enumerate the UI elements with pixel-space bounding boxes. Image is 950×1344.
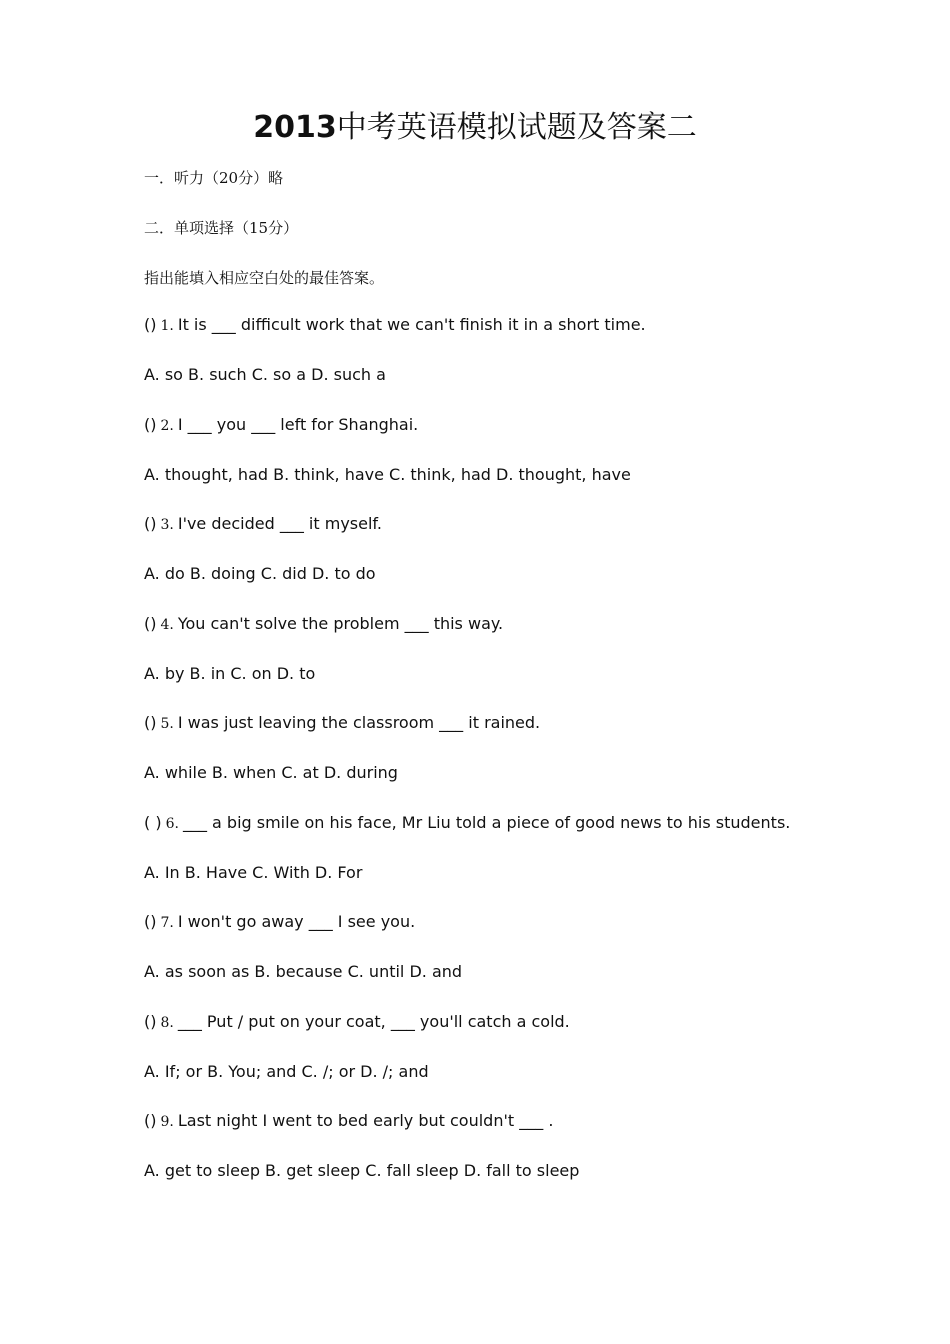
question-number: 5.: [160, 716, 174, 732]
question-stem-line: [144, 613, 503, 636]
question-stem: I was just leaving the classroom ___ it rained.: [177, 713, 541, 732]
answer-bracket: (): [144, 1012, 157, 1031]
question-stem: Last night I went to bed early but couldn't ___ .: [177, 1111, 554, 1130]
page-title: [0, 108, 950, 148]
question-stem: It is ___ difficult work that we can't finish it in a short time.: [177, 315, 646, 334]
instruction-text: 指出能填入相应空白处的最佳答案。: [144, 269, 385, 287]
question-options: A. by B. in C. on D. to: [144, 664, 316, 683]
answer-bracket: ( ): [144, 813, 162, 832]
question-options: A. do B. doing C. did D. to do: [144, 564, 376, 583]
question-stem: I won't go away ___ I see you.: [177, 912, 416, 931]
question-number: 3.: [160, 517, 174, 533]
section-single-choice: 二．单项选择（15分）: [144, 219, 299, 237]
question-number: 7.: [160, 915, 174, 931]
answer-bracket: (): [144, 315, 157, 334]
question-options: A. thought, had B. think, have C. think, had D. thought, have: [144, 465, 631, 484]
question-options: A. If; or B. You; and C. /; or D. /; and: [144, 1062, 429, 1081]
question-stem: I ___ you ___ left for Shanghai.: [177, 415, 419, 434]
question-stem: ___ Put / put on your coat, ___ you'll catch a cold.: [177, 1012, 570, 1031]
answer-bracket: (): [144, 912, 157, 931]
question-options: A. so B. such C. so a D. such a: [144, 365, 386, 384]
question-stem-line: [144, 1110, 553, 1133]
answer-bracket: (): [144, 614, 157, 633]
question-options: A. as soon as B. because C. until D. and: [144, 962, 463, 981]
question-stem-line: [144, 812, 790, 835]
question-number: 4.: [160, 617, 174, 633]
question-number: 1.: [160, 318, 174, 334]
question-options: A. get to sleep B. get sleep C. fall sleep D. fall to sleep: [144, 1161, 580, 1180]
question-stem-line: [144, 414, 418, 437]
question-stem: ___ a big smile on his face, Mr Liu told a piece of good news to his students.: [182, 813, 791, 832]
question-number: 2.: [160, 418, 174, 434]
answer-bracket: (): [144, 1111, 157, 1130]
question-stem: You can't solve the problem ___ this way.: [177, 614, 504, 633]
question-stem-line: [144, 314, 646, 337]
section-listening: 一．听力（20分）略: [144, 169, 284, 187]
question-number: 9.: [160, 1114, 174, 1130]
answer-bracket: (): [144, 713, 157, 732]
answer-bracket: (): [144, 514, 157, 533]
question-stem-line: [144, 513, 382, 536]
question-stem-line: [144, 911, 415, 934]
question-number: 8.: [160, 1015, 174, 1031]
title-year: 2013: [253, 110, 337, 145]
question-stem: I've decided ___ it myself.: [177, 514, 382, 533]
question-stem-line: [144, 712, 540, 735]
question-options: A. In B. Have C. With D. For: [144, 863, 363, 882]
question-stem-line: [144, 1011, 570, 1034]
answer-bracket: (): [144, 415, 157, 434]
title-text: 中考英语模拟试题及答案二: [336, 110, 697, 145]
question-options: A. while B. when C. at D. during: [144, 763, 398, 782]
question-number: 6.: [165, 816, 179, 832]
